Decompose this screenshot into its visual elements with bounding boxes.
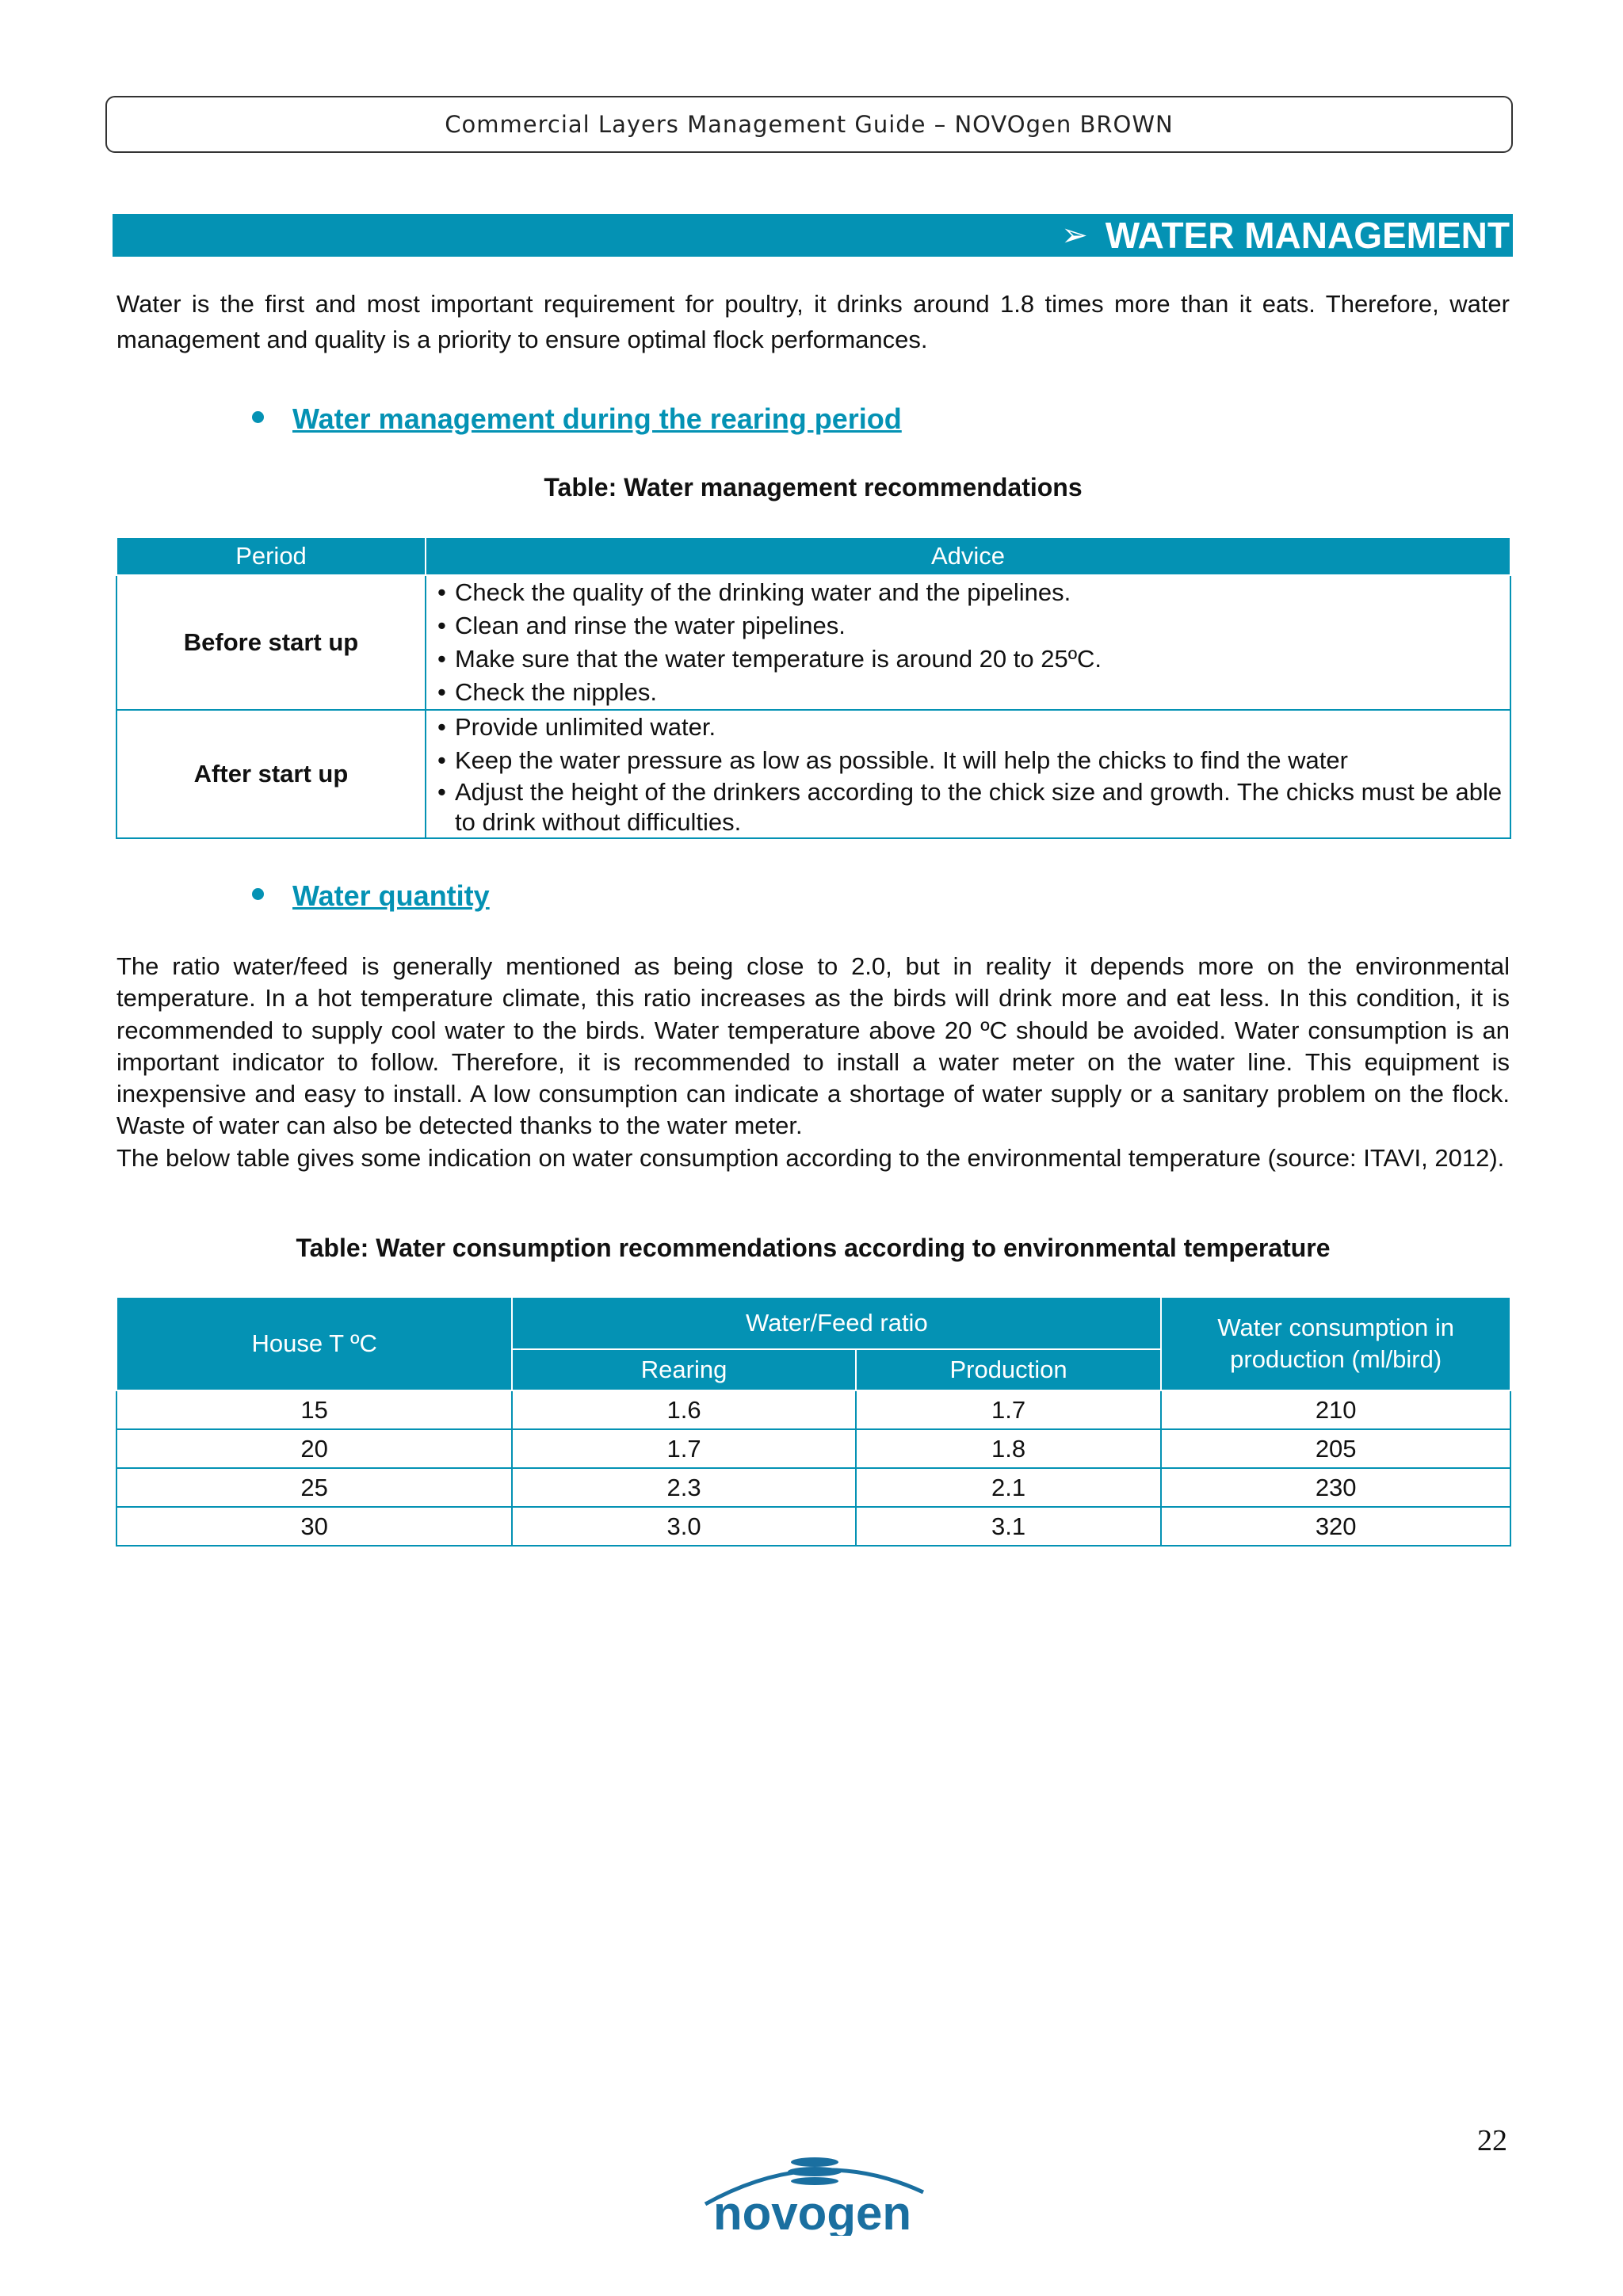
arrow-bullet-icon: ➢ bbox=[1061, 218, 1088, 253]
water-consumption-table bbox=[116, 1296, 1511, 1547]
production-ratio-cell: 2.1 bbox=[856, 1468, 1162, 1507]
advice-item: • Keep the water pressure as low as possible. It will help the chicks to find the water bbox=[437, 744, 1510, 777]
advice-item: • Check the nipples. bbox=[437, 676, 1510, 709]
column-header-house-temp: House T ºC bbox=[116, 1297, 512, 1390]
quantity-heading-text: Water quantity bbox=[292, 879, 490, 912]
consumption-table-caption: Table: Water consumption recommendations according to environmental temperature bbox=[296, 1234, 1331, 1262]
novogen-logo bbox=[697, 2149, 927, 2240]
section-title-bar bbox=[113, 214, 1513, 257]
column-header-ratio: Water/Feed ratio bbox=[512, 1297, 1161, 1349]
rearing-ratio-cell: 3.0 bbox=[512, 1507, 855, 1546]
document-title: Commercial Layers Management Guide – NOVOgen BROWN bbox=[445, 111, 1174, 138]
table-row bbox=[116, 1429, 1510, 1468]
house-temp-cell: 25 bbox=[116, 1468, 512, 1507]
table-row bbox=[116, 575, 1510, 710]
consumption-cell: 230 bbox=[1161, 1468, 1510, 1507]
rearing-ratio-cell: 1.7 bbox=[512, 1429, 855, 1468]
column-header-production: Production bbox=[856, 1349, 1162, 1390]
table-row bbox=[116, 710, 1510, 838]
bullet-dot-icon bbox=[252, 888, 264, 900]
rearing-ratio-cell: 2.3 bbox=[512, 1468, 855, 1507]
advice-item: • Adjust the height of the drinkers according to the chick size and growth. The chicks must be able to drink without difficulties. bbox=[437, 777, 1510, 837]
novogen-logo-graphic bbox=[697, 2149, 927, 2236]
house-temp-cell: 30 bbox=[116, 1507, 512, 1546]
rearing-heading-text: Water management during the rearing period bbox=[292, 402, 902, 435]
consumption-cell: 320 bbox=[1161, 1507, 1510, 1546]
rearing-table-caption: Table: Water management recommendations bbox=[544, 473, 1083, 502]
advice-item: • Provide unlimited water. bbox=[437, 711, 1510, 744]
advice-cell bbox=[426, 575, 1510, 710]
column-header-period: Period bbox=[116, 537, 426, 575]
period-cell: Before start up bbox=[116, 575, 426, 710]
section-title: WATER MANAGEMENT bbox=[1105, 215, 1510, 256]
rearing-ratio-cell: 1.6 bbox=[512, 1390, 855, 1429]
consumption-cell: 205 bbox=[1161, 1429, 1510, 1468]
water-management-table bbox=[116, 536, 1511, 839]
rearing-heading bbox=[252, 402, 902, 436]
advice-item: • Make sure that the water temperature is around 20 to 25ºC. bbox=[437, 643, 1510, 676]
house-temp-cell: 15 bbox=[116, 1390, 512, 1429]
table-header-row bbox=[116, 1297, 1510, 1349]
production-ratio-cell: 3.1 bbox=[856, 1507, 1162, 1546]
period-cell: After start up bbox=[116, 710, 426, 838]
table-header-row bbox=[116, 537, 1510, 575]
column-header-advice: Advice bbox=[426, 537, 1510, 575]
advice-item: • Clean and rinse the water pipelines. bbox=[437, 609, 1510, 643]
bullet-dot-icon bbox=[252, 411, 264, 423]
document-header bbox=[105, 96, 1513, 153]
column-header-consumption: Water consumption in production (ml/bird) bbox=[1161, 1297, 1510, 1390]
page-number: 22 bbox=[1477, 2124, 1507, 2157]
quantity-paragraph-body: The ratio water/feed is generally mentioned as being close to 2.0, but in reality it depends more on the environmental temperature. In a hot temperature climate, this ratio increases as the birds will drink more and eat less. In this condition, it is recommended to supply cool water to the birds. Water temperature above 20 ºC should be avoided. Water consumption is an important indicator to follow. Therefore, it is recommended to install a water meter on the water line. This equipment is inexpensive and easy to install. A low consumption can indicate a shortage of water supply or a sanitary problem on the flock. Waste of water can also be detected thanks to the water meter. bbox=[116, 952, 1510, 1140]
quantity-heading bbox=[252, 879, 490, 913]
quantity-paragraph bbox=[116, 951, 1510, 1174]
svg-text:novogen: novogen bbox=[713, 2187, 911, 2236]
intro-paragraph: Water is the first and most important requirement for poultry, it drinks around 1.8 times more than it eats. Therefore, water management and quality is a priority to ensure optimal flock performances. bbox=[116, 290, 1510, 353]
column-header-rearing: Rearing bbox=[512, 1349, 855, 1390]
table-row bbox=[116, 1507, 1510, 1546]
house-temp-cell: 20 bbox=[116, 1429, 512, 1468]
table-row bbox=[116, 1468, 1510, 1507]
quantity-paragraph-source: The below table gives some indication on water consumption according to the environmental temperature (source: ITAVI, 2012). bbox=[116, 1143, 1505, 1172]
advice-cell bbox=[426, 710, 1510, 838]
consumption-cell: 210 bbox=[1161, 1390, 1510, 1429]
table-row bbox=[116, 1390, 1510, 1429]
advice-item: • Check the quality of the drinking water and the pipelines. bbox=[437, 576, 1510, 609]
production-ratio-cell: 1.8 bbox=[856, 1429, 1162, 1468]
production-ratio-cell: 1.7 bbox=[856, 1390, 1162, 1429]
